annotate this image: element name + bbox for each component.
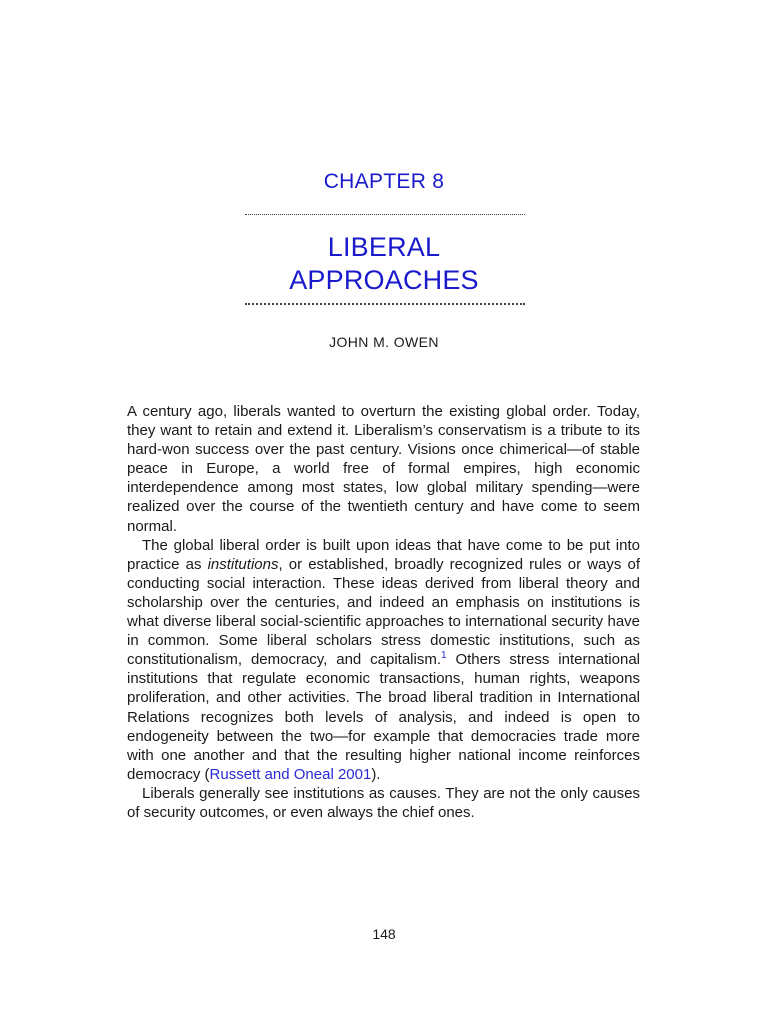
- body-text: [127, 402, 640, 822]
- chapter-label: CHAPTER 8: [323, 170, 445, 193]
- paragraph-2: [127, 536, 640, 784]
- author-name: JOHN M. OWEN: [329, 334, 439, 350]
- footnote-ref-1[interactable]: 1: [441, 650, 447, 662]
- page-number: 148: [372, 926, 396, 942]
- paragraph-1: A century ago, liberals wanted to overturn the existing global order. Today, they want to retain and extend it. Liberalism’s conservatism is a tribute to its hard-won success over the past century. Visions once chimerical—of stable peace in Europe, a world free of formal empires, high economic interdependence among most states, low global military spending—were realized over the course of the twentieth century and have come to seem normal.: [127, 403, 640, 535]
- bottom-dotted-rule: [245, 303, 525, 305]
- citation-link[interactable]: Russett and Oneal 2001: [209, 765, 372, 783]
- emphasis-institutions: institutions: [207, 555, 279, 573]
- paragraph-2-part-c: Others stress international institutions that regulate economic transactions, human rights, weapons proliferation, and other activities. The broad liberal tradition in International Relations recognizes both levels of analysis, and indeed is open to endogeneity between the two—for example that democracies trade more with one another and that the resulting higher national income reinforces democracy (: [127, 651, 640, 783]
- paragraph-3: Liberals generally see institutions as causes. They are not the only causes of security outcomes, or even always the chief ones.: [127, 784, 640, 821]
- chapter-title-line-1: LIBERAL: [327, 232, 441, 262]
- top-dotted-rule: [245, 214, 525, 215]
- chapter-title-line-2: APPROACHES: [289, 265, 479, 295]
- paragraph-2-part-a: The global liberal order is built upon ideas that have come to be put into practice as: [127, 536, 640, 573]
- paragraph-2-part-d: ).: [371, 765, 381, 783]
- paragraph-2-part-b: , or established, broadly recognized rules or ways of conducting social interaction. These ideas derived from liberal theory and scholarship over the centuries, and indeed an emphasis on institutions is what diverse liberal social-scientific approaches to international security have in common. Some liberal scholars stress domestic institutions, such as constitutionalism, democracy, and capitalism.: [127, 555, 641, 669]
- chapter-title: [0, 231, 768, 297]
